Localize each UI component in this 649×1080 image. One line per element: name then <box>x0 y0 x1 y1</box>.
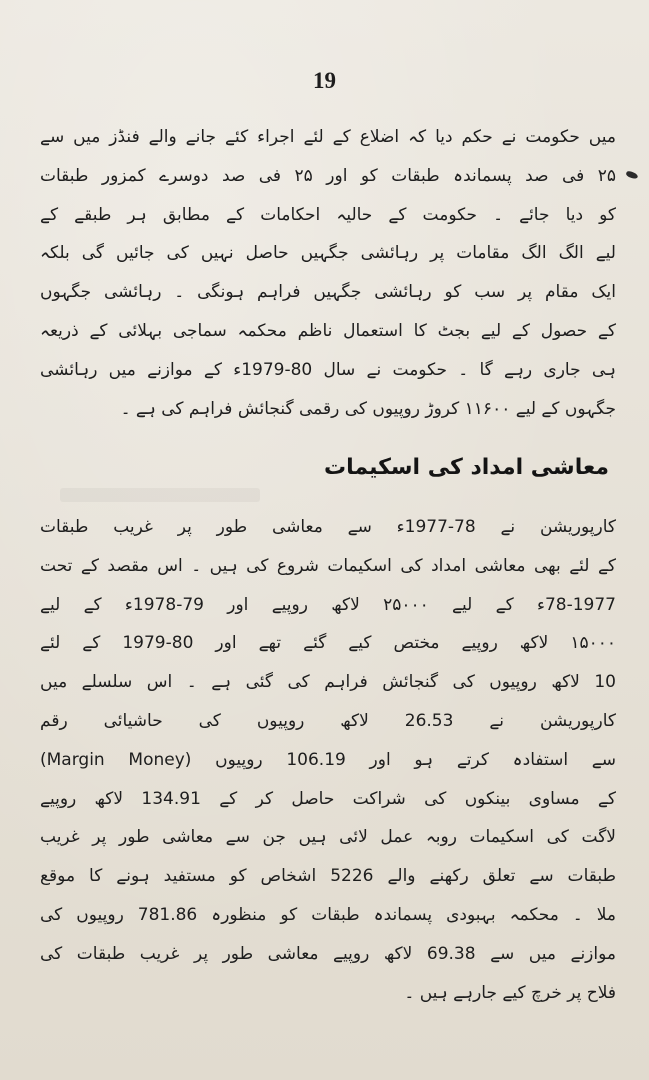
text-line: ہی جاری رہے گا ۔ حکومت نے سال 80-1979ء کے موازنے میں رہائشی <box>40 359 616 380</box>
ink-mark <box>625 170 638 179</box>
text-line: کارپوریشن نے 78-1977ء سے معاشی طور پر غریب طبقات <box>40 517 616 537</box>
paragraph-economic-aid <box>40 508 616 1012</box>
page-number: 19 <box>313 68 336 93</box>
text-line: موازنے میں سے 69.38 لاکھ روپیے معاشی طور پر غریب طبقات کی <box>40 943 616 964</box>
text-line: (Margin Money) سے استفادہ کرتے ہو اور 106.19 روپیوں <box>40 749 616 770</box>
text-line: ایک مقام پر سب کو رہائشی جگہیں فراہم ہونگی ۔ رہائشی جگہوں <box>40 282 616 303</box>
paragraph-housing <box>40 118 616 428</box>
section-heading: معاشی امداد کی اسکیمات <box>324 455 609 480</box>
text-line: کے لئے بھی معاشی امداد کی اسکیمات شروع کی ہیں ۔ اس مقصد کے تحت <box>40 555 616 576</box>
text-line: ۲۵ فی صد پسماندہ طبقات کو اور ۲۵ فی صد دوسرے کمزور طبقات <box>40 165 616 186</box>
text-line: طبقات سے تعلق رکھنے والے 5226 اشخاص کو مستفید ہونے کا موقع <box>40 866 616 887</box>
text-line: ۱۵۰۰۰ لاکھ روپیے مختص کیے گئے تھے اور 80-1979 کے لئے <box>40 633 616 654</box>
text-line: کو دیا جائے ۔ حکومت کے حالیہ احکامات کے مطابق ہر طبقے کے <box>40 204 616 225</box>
text-line: لاگت کی اسکیمات روبہ عمل لائی ہیں جن سے معاشی طور پر غریب <box>40 827 616 848</box>
text-line: کارپوریشن نے 26.53 لاکھ روپیوں کی حاشیائی رقم <box>40 710 616 731</box>
text-line: میں حکومت نے حکم دیا کہ اضلاع کے لئے اجراء کئے جانے والے فنڈز میں سے <box>40 127 616 147</box>
ink-bleed-through <box>60 488 260 502</box>
text-line: لیے الگ الگ مقامات پر رہائشی جگہیں حاصل نہیں کی جائیں گی بلکہ <box>40 243 616 264</box>
text-line: کے مساوی بینکوں کی شراکت حاصل کر کے 134.91 لاکھ روپیے <box>40 788 616 809</box>
text-line: فلاح پر خرچ کیے جارہے ہیں ۔ <box>404 982 616 1003</box>
text-line: جگہوں کے لیے ۱۱۶۰۰ کروڑ روپیوں کی رقمی گنجائش فراہم کی ہے ۔ <box>120 398 616 419</box>
text-line: 10 لاکھ روپیوں کی گنجائش فراہم کی گئی ہے ۔ اس سلسلے میں <box>40 672 616 693</box>
text-line: ملا ۔ محکمہ بہبودی پسماندہ طبقات کو منظورہ 781.86 روپیوں کی <box>40 904 616 925</box>
text-line: 78-1977ء کے لیے ۲۵۰۰۰ لاکھ روپیے اور 79-1978ء کے لیے <box>40 594 616 615</box>
text-line: کے حصول کے لیے بجٹ کا استعمال ناظم محکمہ سماجی بہلائی کے ذریعہ <box>40 320 616 341</box>
